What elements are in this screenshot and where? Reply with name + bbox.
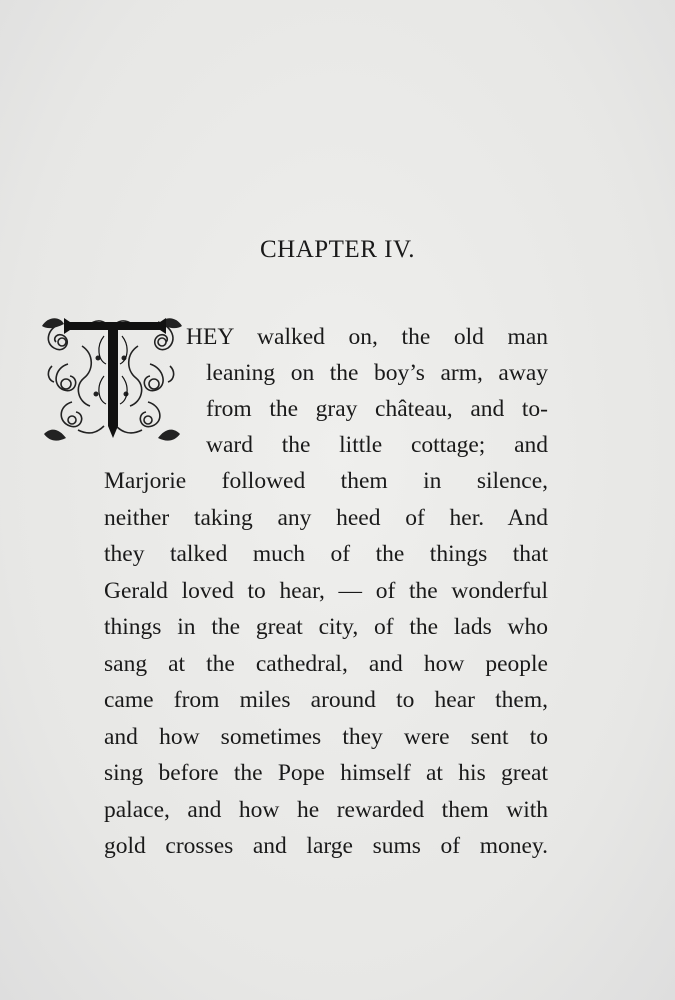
text-line: things in the great city, of the lads who: [104, 614, 548, 640]
text-line: came from miles around to hear them,: [104, 687, 548, 713]
text-line: palace, and how he rewarded them with: [104, 797, 548, 823]
text-line: gold crosses and large sums of money.: [104, 833, 548, 859]
ornamental-dropcap-icon: [38, 306, 186, 446]
text-line: sang at the cathedral, and how people: [104, 651, 548, 677]
text-line: Marjorie followed them in silence,: [104, 468, 548, 494]
text-line: neither taking any heed of her. And: [104, 505, 548, 531]
text-line: HEY walked on, the old man: [186, 324, 548, 350]
text-line: leaning on the boy’s arm, away: [206, 360, 548, 386]
text-line: sing before the Pope himself at his great: [104, 760, 548, 786]
chapter-title: CHAPTER IV.: [259, 236, 416, 263]
text-line: Gerald loved to hear, — of the wonderful: [104, 578, 548, 604]
text-line: from the gray château, and to-: [206, 396, 548, 422]
text-line: and how sometimes they were sent to: [104, 724, 548, 750]
text-line: they talked much of the things that: [104, 541, 548, 567]
text-line: ward the little cottage; and: [206, 432, 548, 458]
